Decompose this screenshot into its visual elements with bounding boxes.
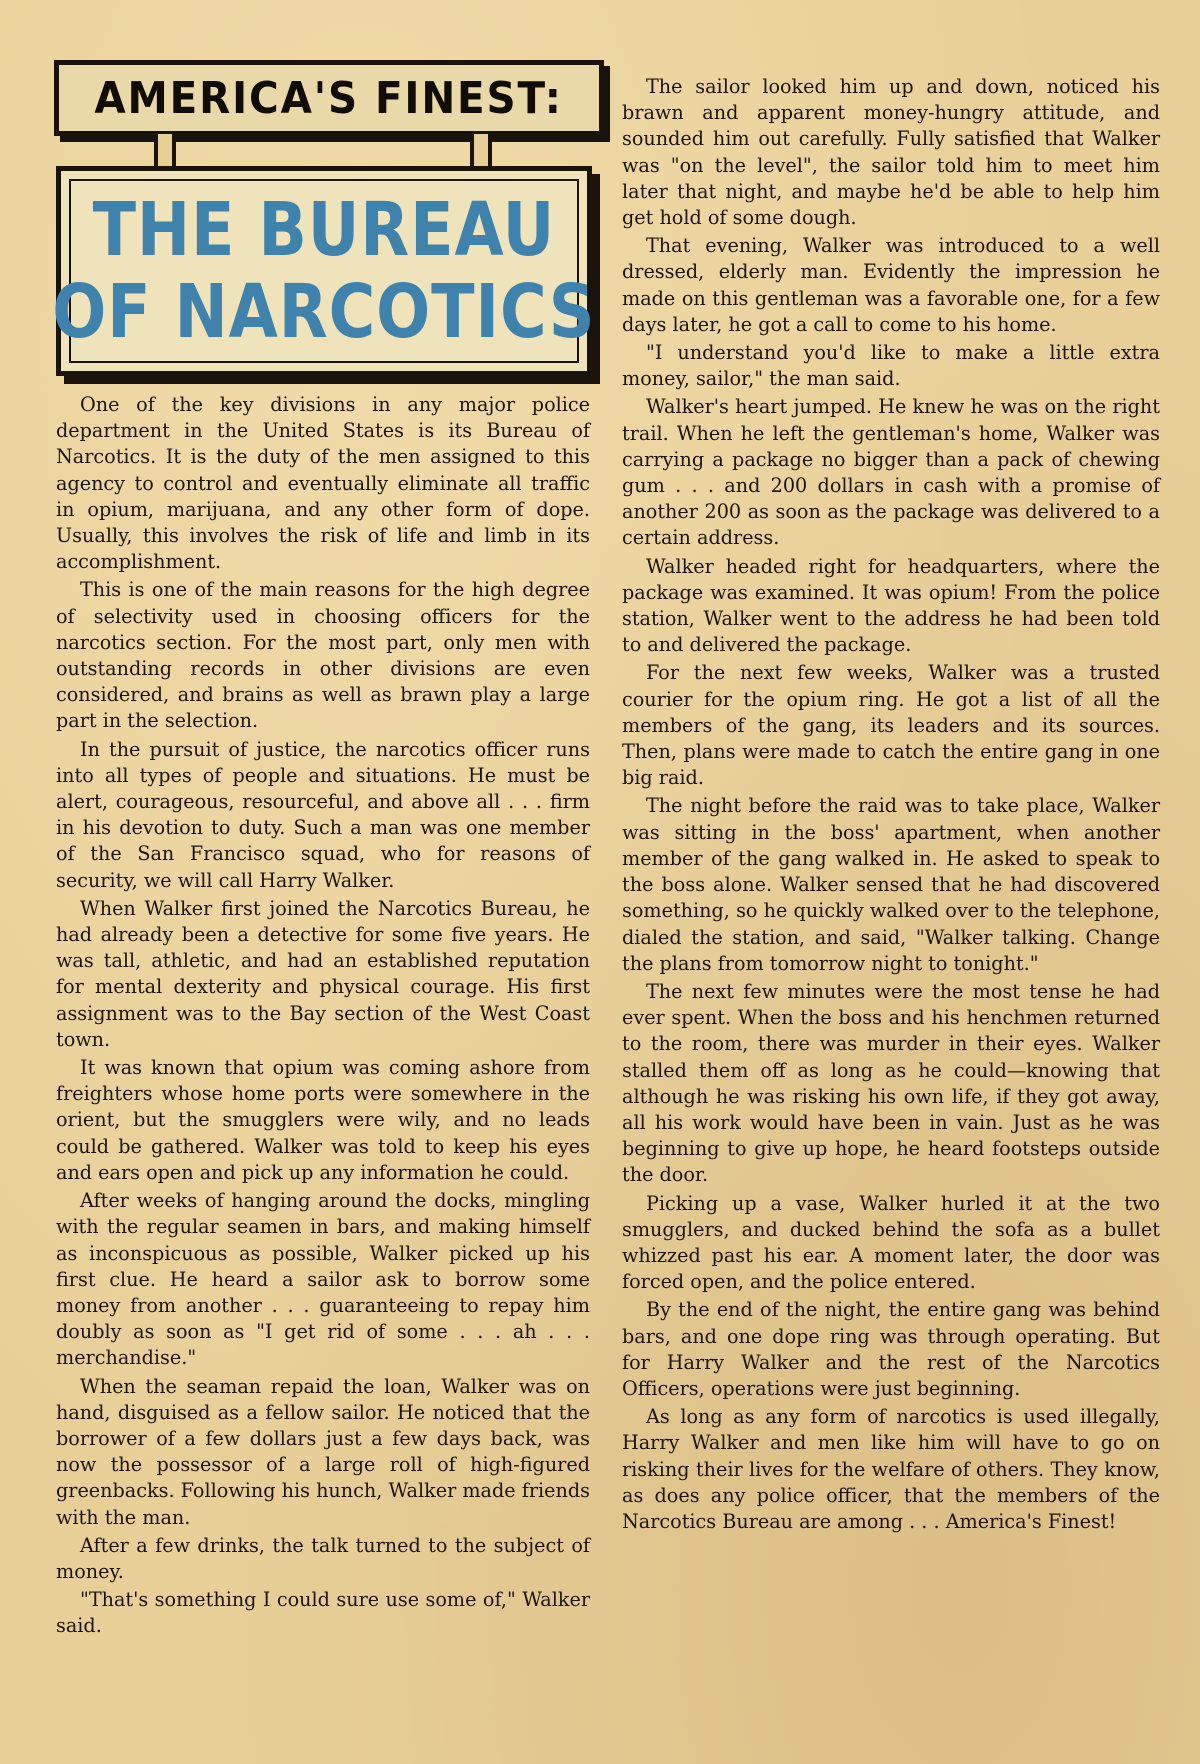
paragraph: When the seaman repaid the loan, Walker was on hand, disguised as a fellow sailor. He noticed that the borrower of a few dollars just a few days back, was now the possessor of a large roll of high-figured greenbacks. Following his hunch, Walker made friends with the man. [56,1374,590,1529]
paragraph: This is one of the main reasons for the high degree of selectivity used in choosing officers for the narcotics section. For the most part, only men with outstanding records in other divisions are even considered, and brains as well as brawn play a large part in the selection. [56,578,590,733]
title-sign-panel [52,179,596,363]
paragraph: After a few drinks, the talk turned to the subject of money. [56,1533,590,1583]
paragraph: Picking up a vase, Walker hurled it at the two smugglers, and ducked behind the sofa as a bullet whizzed past his ear. A moment later, the door was forced open, and the police entered. [622,1191,1160,1294]
sign-post-right [470,134,492,166]
paragraph: "I understand you'd like to make a little extra money, sailor," the man said. [622,341,1160,391]
paragraph: Walker headed right for headquarters, where the package was examined. It was opium! From the police station, Walker went to the address he had been told to and delivered the package. [622,554,1160,657]
title-sign [52,166,596,376]
title-line-2: OF NARCOTICS [52,269,596,355]
paragraph: "That's something I could sure use some of," Walker said. [56,1588,590,1638]
paragraph: In the pursuit of justice, the narcotics officer runs into all types of people and situations. He must be alert, courageous, resourceful, and above all . . . firm in his devotion to duty. Such a man was one member of the San Francisco squad, who for reasons of security, we will call Harry Walker. [56,737,590,892]
paragraph: After weeks of hanging around the docks, mingling with the regular seamen in bars, and making himself as inconspicuous as possible, Walker picked up his first clue. He heard a sailor ask to borrow some money from another . . . guaranteeing to repay him doubly as soon as "I get rid of some . . . ah . . . merchandise." [56,1189,590,1370]
sign-post-left [154,134,176,166]
header-banner [54,60,604,136]
banner-text: AMERICA'S FINEST: [94,72,564,124]
paragraph: The night before the raid was to take place, Walker was sitting in the boss' apartment, when another member of the gang walked in. He asked to speak to the boss alone. Walker sensed that he had discovered something, so he quickly walked over to the telephone, dialed the station, and said, "Walker talking. Change the plans from tomorrow night to tonight." [622,794,1160,975]
paragraph: It was known that opium was coming ashore from freighters whose home ports were somewhere in the orient, but the smugglers were wily, and no leads could be gathered. Walker was told to keep his eyes and ears open and pick up any information he could. [56,1056,590,1184]
left-column [56,392,590,1642]
paragraph: When Walker first joined the Narcotics Bureau, he had already been a detective for some five years. He was tall, athletic, and had an established reputation for mental dexterity and physical courage. His first assignment was to the Bay section of the West Coast town. [56,896,590,1051]
paragraph: For the next few weeks, Walker was a trusted courier for the opium ring. He got a list of all the members of the gang, its leaders and its sources. Then, plans were made to catch the entire gang in one big raid. [622,661,1160,790]
paragraph: The sailor looked him up and down, noticed his brawn and apparent money-hungry attitude, and sounded him out carefully. Fully satisfied that Walker was "on the level", the sailor told him to meet him later that night, and maybe he'd be able to help him get hold of some dough. [622,75,1160,230]
paragraph: One of the key divisions in any major police department in the United States is its Bureau of Narcotics. It is the duty of the men assigned to this agency to control and eventually eliminate all traffic in opium, marijuana, and any other form of dope. Usually, this involves the risk of life and limb in its accomplishment. [56,393,590,574]
paragraph: That evening, Walker was introduced to a well dressed, elderly man. Evidently the impression he made on this gentleman was a favorable one, for a few days later, he got a call to come to his home. [622,234,1160,336]
paragraph: As long as any form of narcotics is used illegally, Harry Walker and men like him will have to go on risking their lives for the welfare of others. They know, as does any police officer, that the members of the Narcotics Bureau are among . . . America's Finest! [622,1405,1160,1533]
title-line-1: THE BUREAU [92,187,556,273]
right-column [622,74,1160,1537]
paragraph: Walker's heart jumped. He knew he was on the right trail. When he left the gentleman's home, Walker was carrying a package no bigger than a pack of chewing gum . . . and 200 dollars in cash with a promise of another 200 as soon as the package was delivered to a certain address. [622,395,1160,550]
paragraph: The next few minutes were the most tense he had ever spent. When the boss and his henchmen returned to the room, there was murder in their eyes. Walker stalled them off as long as he could—knowing that although he was risking his own life, if they got away, all his work would have been in vain. Just as he was beginning to give up hope, he heard footsteps outside the door. [622,979,1160,1187]
paragraph: By the end of the night, the entire gang was behind bars, and one dope ring was through operating. But for Harry Walker and the rest of the Narcotics Officers, operations were just beginning. [622,1298,1160,1400]
